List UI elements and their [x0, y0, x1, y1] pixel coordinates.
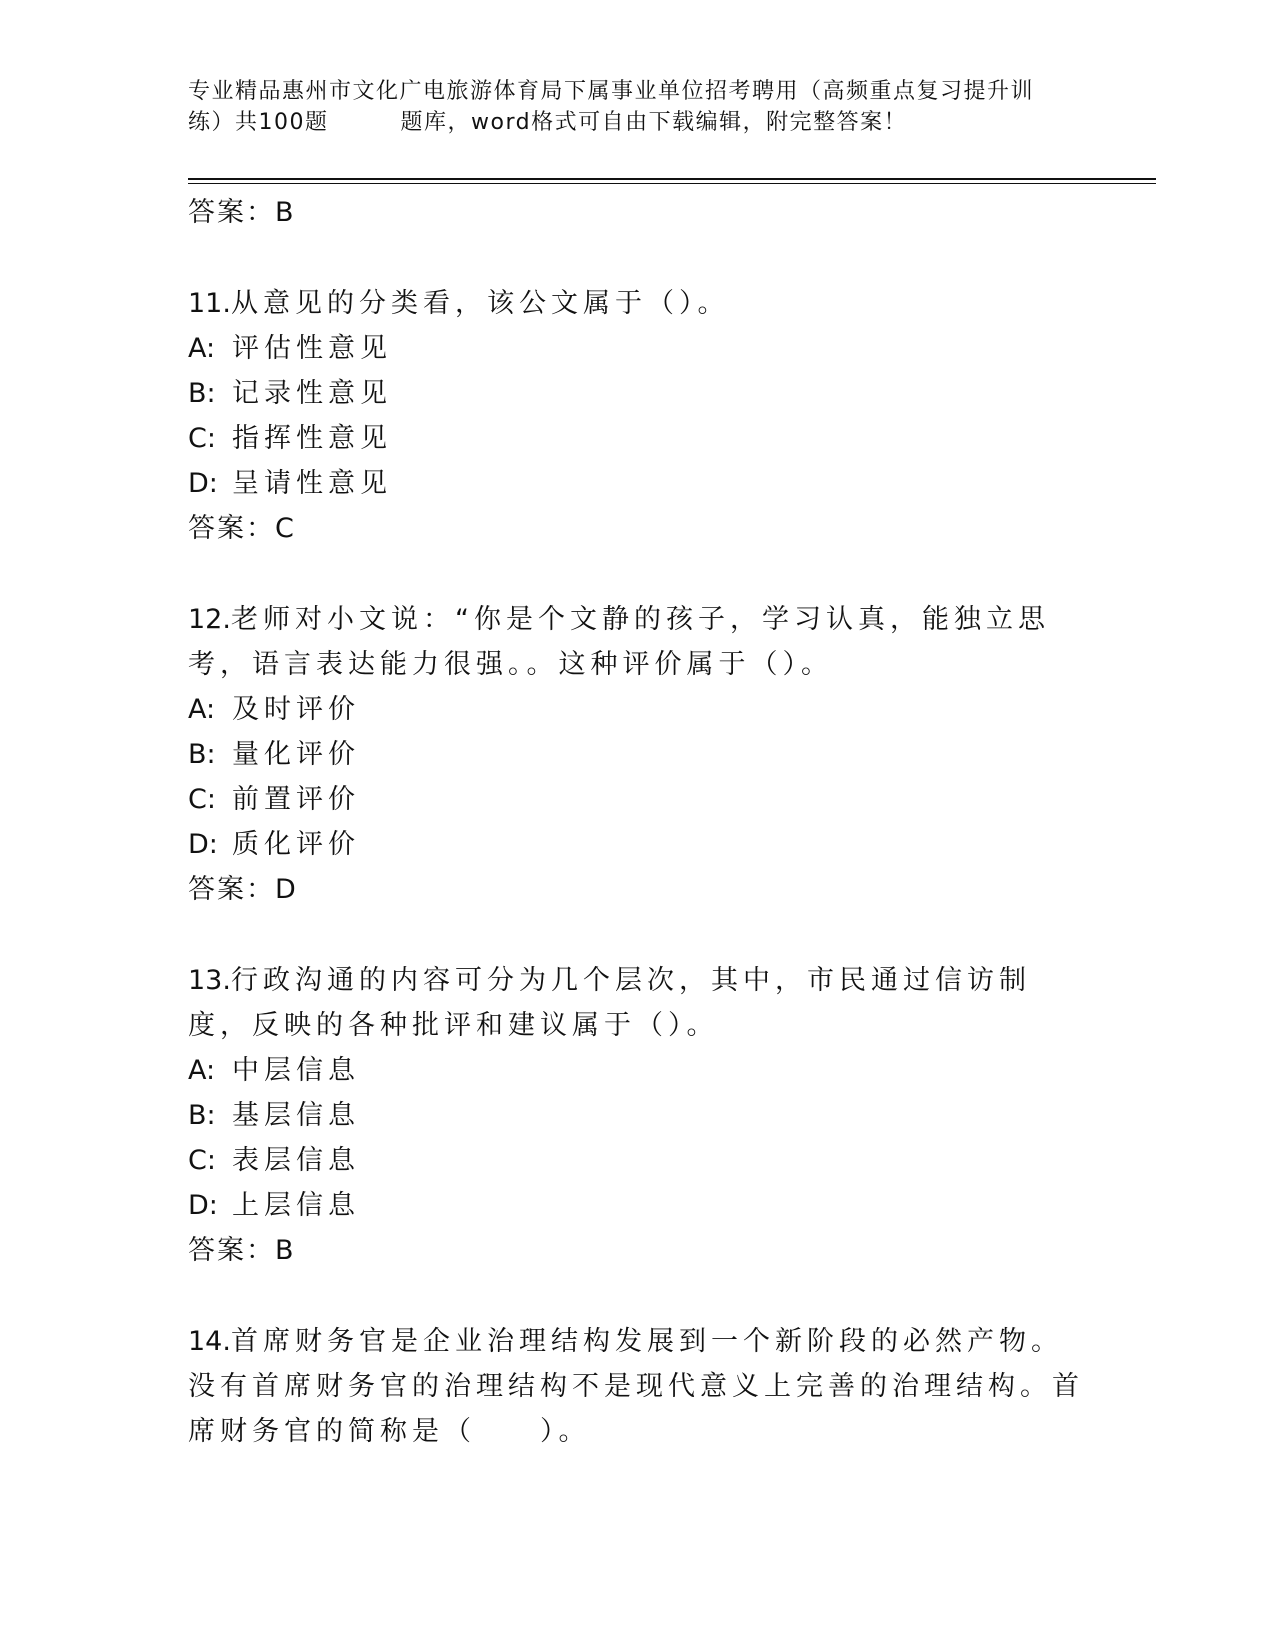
option-key: D: [188, 468, 218, 499]
question-number: 12. [188, 604, 231, 635]
option-key: B: [188, 378, 216, 409]
question-item [188, 958, 1088, 1273]
option-text: 基层信息 [232, 1100, 360, 1131]
option-d [188, 822, 1088, 867]
option-text: 及时评价 [232, 694, 360, 725]
option-text: 上层信息 [232, 1190, 360, 1221]
question-text [188, 958, 1088, 1048]
option-d [188, 461, 1088, 506]
option-text: 前置评价 [232, 784, 360, 815]
question-number: 13. [188, 965, 231, 996]
question-stem: 行政沟通的内容可分为几个层次，其中，市民通过信访制度，反映的各种批评和建议属于（）。 [188, 965, 1031, 1041]
page-header [188, 76, 1088, 138]
header-title-line1: 专业精品惠州市文化广电旅游体育局下属事业单位招考聘用（高频重点复习提升训 [188, 79, 1035, 104]
answer-line [188, 1228, 1088, 1273]
header-rule-thick [188, 178, 1156, 180]
option-key: C: [188, 1145, 216, 1176]
header-rule-thin [188, 183, 1156, 184]
question-text [188, 281, 1088, 326]
option-c [188, 777, 1088, 822]
question-list [188, 190, 1088, 1454]
answer-value: C [275, 513, 295, 544]
answer-value: B [275, 1235, 295, 1266]
question-stem: 老师对小文说：“你是个文静的孩子，学习认真，能独立思考，语言表达能力很强。。这种评价属于（）。 [188, 604, 1050, 680]
answer-label: 答案： [188, 197, 275, 228]
answer-label: 答案： [188, 874, 275, 905]
option-text: 评估性意见 [232, 333, 392, 364]
option-key: B: [188, 1100, 216, 1131]
option-text: 质化评价 [232, 829, 360, 860]
option-c [188, 1138, 1088, 1183]
header-title-left: 练）共100题 [188, 110, 329, 135]
question-stem: 首席财务官是企业治理结构发展到一个新阶段的必然产物。没有首席财务官的治理结构不是现代意义上完善的治理结构。首席财务官的简称是（ ）。 [188, 1326, 1084, 1447]
option-key: D: [188, 829, 218, 860]
answer-line [188, 506, 1088, 551]
option-b [188, 1093, 1088, 1138]
option-text: 记录性意见 [232, 378, 392, 409]
question-item [188, 281, 1088, 551]
question-item [188, 1319, 1088, 1454]
question-text [188, 1319, 1088, 1454]
question-number: 14. [188, 1326, 231, 1357]
answer-line [188, 867, 1088, 912]
option-a [188, 1048, 1088, 1093]
option-text: 表层信息 [232, 1145, 360, 1176]
option-c [188, 416, 1088, 461]
option-key: A: [188, 694, 216, 725]
answer-label: 答案： [188, 513, 275, 544]
answer-line [188, 190, 1088, 235]
option-key: A: [188, 333, 216, 364]
option-a [188, 326, 1088, 371]
question-stem: 从意见的分类看，该公文属于（）。 [230, 288, 730, 319]
question-number: 11. [188, 288, 231, 319]
option-key: B: [188, 739, 216, 770]
option-text: 指挥性意见 [232, 423, 392, 454]
option-key: D: [188, 1190, 218, 1221]
option-b [188, 371, 1088, 416]
option-b [188, 732, 1088, 777]
option-key: A: [188, 1055, 216, 1086]
option-key: C: [188, 423, 216, 454]
header-title-right: 题库，word格式可自由下载编辑，附完整答案！ [400, 110, 908, 135]
question-text [188, 597, 1088, 687]
option-d [188, 1183, 1088, 1228]
option-key: C: [188, 784, 216, 815]
header-title-line2 [188, 107, 1088, 138]
question-item [188, 597, 1088, 912]
answer-value: B [275, 197, 295, 228]
option-text: 量化评价 [232, 739, 360, 770]
option-text: 呈请性意见 [232, 468, 392, 499]
answer-value: D [275, 874, 297, 905]
option-text: 中层信息 [232, 1055, 360, 1086]
answer-label: 答案： [188, 1235, 275, 1266]
option-a [188, 687, 1088, 732]
